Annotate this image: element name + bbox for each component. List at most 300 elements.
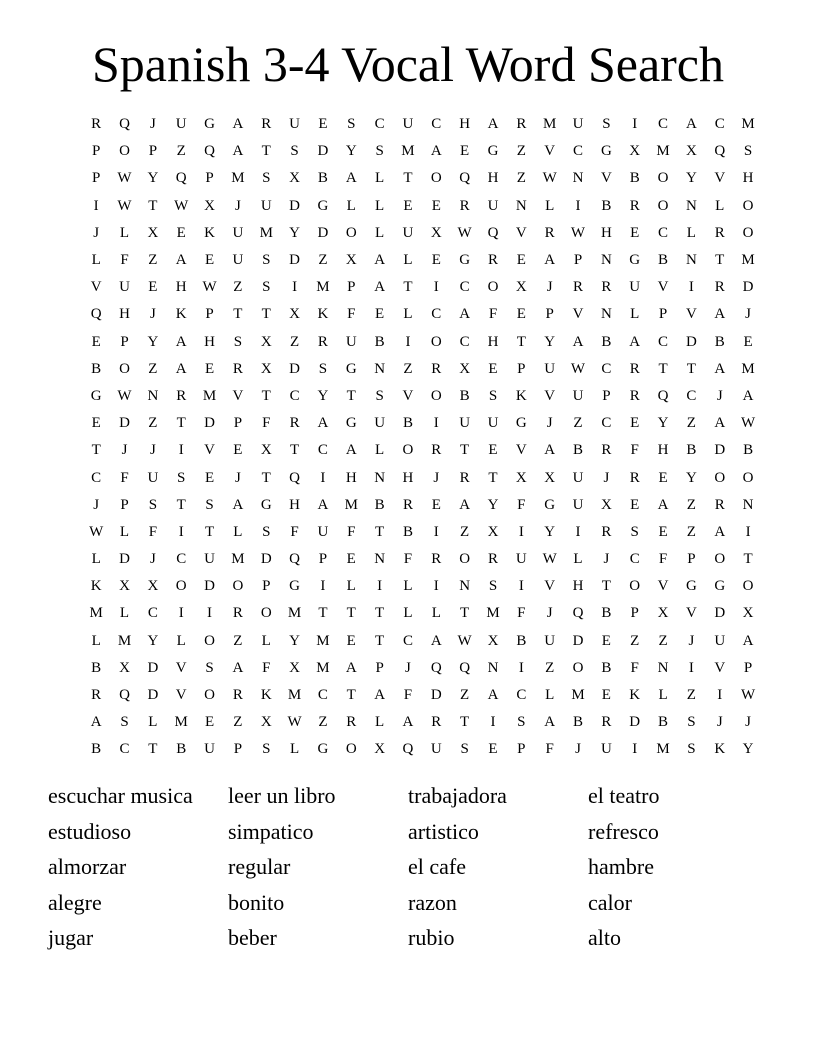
grid-letter: X: [119, 578, 130, 595]
grid-letter: O: [175, 578, 187, 595]
grid-letter: E: [488, 741, 498, 758]
grid-letter: S: [262, 279, 271, 296]
grid-letter: V: [714, 170, 726, 187]
grid-row: [82, 600, 762, 627]
grid-letter: S: [460, 741, 469, 758]
grid-letter: X: [459, 360, 471, 377]
grid-letter: D: [119, 415, 130, 432]
grid-letter: L: [545, 687, 555, 704]
grid-letter: X: [685, 143, 697, 160]
grid-letter: A: [714, 306, 726, 323]
grid-letter: C: [601, 415, 612, 432]
grid-letter: T: [148, 197, 158, 214]
grid-letter: B: [573, 714, 584, 731]
grid-letter: N: [600, 252, 612, 269]
grid-letter: P: [602, 387, 611, 404]
grid-letter: P: [517, 741, 526, 758]
grid-letter: E: [176, 224, 186, 241]
grid-letter: L: [431, 605, 441, 622]
grid-letter: M: [741, 252, 755, 269]
grid-letter: L: [91, 252, 101, 269]
grid-letter: J: [149, 306, 156, 323]
grid-letter: O: [402, 442, 414, 459]
grid-letter: T: [261, 469, 271, 486]
grid-letter: Q: [119, 116, 130, 133]
grid-letter: W: [287, 714, 302, 731]
grid-letter: X: [430, 224, 442, 241]
grid-letter: U: [232, 224, 244, 241]
grid-letter: A: [572, 333, 584, 350]
grid-letter: U: [204, 551, 215, 568]
grid-letter: B: [573, 442, 584, 459]
grid-letter: C: [714, 116, 725, 133]
grid-letter: Y: [289, 632, 300, 649]
grid-letter: P: [233, 415, 243, 432]
grid-letter: H: [742, 170, 754, 187]
grid-letter: T: [176, 496, 186, 513]
word-list-item: el teatro: [588, 783, 660, 808]
grid-letter: I: [433, 523, 439, 540]
grid-letter: N: [374, 551, 386, 568]
grid-letter: D: [430, 687, 442, 704]
grid-letter: X: [147, 578, 159, 595]
grid-letter: Z: [686, 523, 696, 540]
grid-letter: J: [234, 197, 241, 214]
grid-letter: O: [657, 170, 669, 187]
grid-letter: E: [403, 197, 413, 214]
grid-row: [82, 193, 762, 220]
grid-letter: A: [317, 496, 329, 513]
grid-letter: O: [714, 469, 726, 486]
grid-letter: W: [117, 387, 132, 404]
grid-letter: Z: [233, 279, 243, 296]
grid-letter: N: [374, 360, 386, 377]
grid-letter: V: [90, 279, 102, 296]
grid-letter: U: [147, 469, 159, 486]
grid-letter: M: [287, 605, 302, 622]
grid-letter: O: [119, 360, 130, 377]
grid-letter: L: [573, 551, 583, 568]
grid-letter: R: [629, 360, 640, 377]
grid-letter: S: [318, 360, 328, 377]
grid-letter: Q: [119, 687, 130, 704]
grid-letter: A: [544, 252, 556, 269]
grid-letter: U: [572, 116, 584, 133]
grid-letter: B: [516, 632, 527, 649]
grid-letter: S: [177, 469, 186, 486]
grid-letter: V: [544, 578, 556, 595]
grid-letter: L: [261, 632, 271, 649]
grid-letter: T: [375, 632, 385, 649]
grid-letter: Z: [686, 496, 696, 513]
grid-letter: L: [715, 197, 725, 214]
grid-letter: Z: [630, 632, 640, 649]
grid-letter: L: [289, 741, 300, 758]
grid-letter: L: [375, 714, 385, 731]
grid-letter: V: [714, 659, 726, 676]
grid-letter: D: [317, 143, 329, 160]
grid-letter: M: [231, 551, 245, 568]
grid-letter: C: [119, 741, 130, 758]
grid-letter: T: [233, 306, 243, 323]
grid-letter: N: [459, 578, 471, 595]
grid-letter: A: [374, 279, 386, 296]
grid-letter: I: [292, 279, 298, 296]
grid-letter: L: [375, 442, 385, 459]
grid-letter: O: [629, 578, 641, 595]
word-list-item: hambre: [588, 854, 654, 879]
word-list-item: simpatico: [228, 818, 314, 844]
grid-letter: T: [289, 442, 300, 459]
grid-letter: R: [459, 197, 470, 214]
grid-letter: L: [375, 170, 385, 187]
grid-letter: A: [175, 360, 187, 377]
grid-letter: X: [260, 333, 272, 350]
grid-letter: E: [743, 333, 753, 350]
word-list: [48, 780, 768, 958]
grid-letter: K: [90, 578, 102, 595]
grid-letter: X: [374, 741, 386, 758]
grid-letter: T: [403, 170, 413, 187]
grid-letter: Z: [516, 170, 526, 187]
grid-letter: B: [601, 197, 612, 214]
grid-letter: K: [629, 687, 641, 704]
grid-letter: P: [375, 659, 384, 676]
grid-letter: B: [601, 605, 612, 622]
grid-letter: T: [686, 360, 696, 377]
grid-letter: D: [260, 551, 272, 568]
grid-letter: C: [176, 551, 187, 568]
grid-row: [82, 356, 762, 383]
grid-letter: I: [178, 442, 184, 459]
grid-letter: C: [91, 469, 102, 486]
grid-letter: Y: [289, 224, 300, 241]
grid-letter: J: [716, 714, 723, 731]
grid-letter: V: [204, 442, 215, 459]
grid-letter: U: [317, 523, 329, 540]
grid-letter: Z: [686, 687, 696, 704]
grid-letter: Y: [657, 415, 669, 432]
grid-letter: J: [745, 306, 751, 323]
grid-letter: L: [630, 306, 640, 323]
grid-row: [82, 736, 762, 763]
grid-letter: T: [516, 333, 526, 350]
grid-letter: E: [204, 714, 215, 731]
grid-letter: M: [202, 387, 217, 404]
grid-letter: P: [318, 551, 328, 568]
grid-letter: M: [316, 659, 330, 676]
grid-letter: E: [204, 252, 215, 269]
grid-letter: R: [516, 116, 527, 133]
grid-letter: U: [487, 197, 499, 214]
grid-letter: S: [375, 143, 384, 160]
grid-letter: S: [743, 143, 753, 160]
grid-letter: E: [630, 415, 640, 432]
grid-letter: H: [487, 170, 499, 187]
grid-letter: M: [287, 687, 302, 704]
grid-letter: B: [601, 333, 612, 350]
grid-letter: V: [657, 279, 669, 296]
grid-letter: B: [374, 496, 385, 513]
grid-letter: G: [515, 415, 527, 432]
grid-letter: W: [202, 279, 217, 296]
grid-letter: E: [516, 306, 526, 323]
grid-letter: B: [601, 659, 612, 676]
word-list-item: jugar: [48, 925, 94, 950]
grid-letter: H: [459, 116, 471, 133]
grid-letter: O: [430, 170, 442, 187]
grid-letter: R: [431, 551, 442, 568]
grid-letter: R: [91, 687, 102, 704]
grid-letter: I: [178, 523, 184, 540]
grid-letter: Q: [90, 306, 102, 323]
grid-letter: L: [119, 605, 130, 622]
grid-letter: B: [658, 252, 669, 269]
grid-letter: Y: [147, 632, 159, 649]
grid-letter: E: [375, 306, 385, 323]
grid-letter: I: [433, 279, 439, 296]
grid-letter: S: [148, 496, 158, 513]
grid-letter: C: [431, 116, 442, 133]
grid-letter: D: [289, 252, 300, 269]
word-list-item: rubio: [408, 925, 455, 950]
grid-letter: A: [232, 143, 244, 160]
grid-letter: M: [656, 143, 670, 160]
grid-letter: I: [93, 197, 99, 214]
grid-letter: S: [262, 252, 271, 269]
grid-letter: R: [629, 197, 640, 214]
grid-letter: V: [685, 605, 697, 622]
grid-letter: D: [289, 197, 300, 214]
grid-letter: L: [91, 632, 101, 649]
word-list-item: trabajadora: [408, 783, 507, 808]
grid-letter: E: [318, 116, 328, 133]
grid-letter: L: [346, 197, 356, 214]
grid-letter: D: [119, 551, 130, 568]
grid-letter: W: [174, 197, 189, 214]
word-list-item: escuchar musica: [48, 783, 193, 808]
grid-letter: S: [602, 116, 611, 133]
grid-letter: G: [289, 578, 300, 595]
grid-letter: B: [91, 360, 102, 377]
grid-letter: W: [542, 170, 557, 187]
grid-letter: L: [403, 252, 413, 269]
grid-letter: B: [402, 415, 413, 432]
grid-letter: O: [487, 279, 499, 296]
grid-letter: E: [204, 360, 215, 377]
grid-letter: F: [517, 605, 526, 622]
grid-letter: Z: [233, 632, 243, 649]
grid-letter: K: [260, 687, 272, 704]
grid-letter: P: [658, 306, 668, 323]
grid-letter: C: [629, 551, 640, 568]
grid-letter: T: [346, 687, 356, 704]
grid-row: [82, 220, 762, 247]
grid-letter: Z: [403, 360, 413, 377]
grid-letter: H: [175, 279, 187, 296]
grid-letter: Q: [175, 170, 187, 187]
grid-letter: Q: [402, 741, 414, 758]
grid-letter: E: [148, 279, 158, 296]
grid-letter: M: [117, 632, 132, 649]
grid-letter: V: [685, 306, 697, 323]
grid-letter: E: [516, 252, 526, 269]
grid-letter: E: [346, 632, 356, 649]
grid-letter: L: [658, 687, 668, 704]
grid-letter: X: [147, 224, 159, 241]
grid-letter: J: [433, 469, 440, 486]
grid-letter: U: [402, 116, 414, 133]
grid-letter: J: [688, 632, 695, 649]
grid-letter: D: [742, 279, 754, 296]
grid-letter: J: [149, 551, 156, 568]
grid-letter: S: [262, 741, 271, 758]
grid-letter: T: [460, 605, 470, 622]
grid-letter: T: [460, 442, 470, 459]
grid-letter: V: [175, 687, 187, 704]
grid-letter: A: [232, 496, 244, 513]
grid-letter: U: [572, 469, 584, 486]
grid-letter: L: [403, 578, 413, 595]
grid-letter: T: [403, 279, 413, 296]
grid-letter: O: [204, 632, 215, 649]
grid-letter: P: [545, 306, 554, 323]
grid-letter: B: [91, 741, 102, 758]
grid-letter: T: [743, 551, 753, 568]
grid-letter: G: [317, 197, 329, 214]
grid-letter: I: [207, 605, 213, 622]
grid-letter: W: [570, 224, 586, 241]
grid-letter: G: [90, 387, 102, 404]
grid-letter: R: [346, 714, 357, 731]
grid-letter: V: [515, 224, 527, 241]
grid-row: [82, 464, 762, 491]
grid-letter: J: [546, 279, 553, 296]
grid-row: [82, 492, 762, 519]
grid-letter: B: [317, 170, 328, 187]
grid-letter: A: [714, 360, 726, 377]
grid-letter: O: [345, 224, 357, 241]
grid-letter: T: [261, 306, 271, 323]
grid-letter: F: [630, 659, 639, 676]
grid-letter: S: [262, 170, 271, 187]
grid-letter: I: [688, 659, 694, 676]
grid-letter: R: [714, 496, 725, 513]
grid-letter: A: [544, 714, 556, 731]
grid-letter: W: [117, 170, 132, 187]
grid-letter: Y: [685, 170, 697, 187]
grid-letter: I: [320, 578, 326, 595]
grid-letter: M: [344, 496, 358, 513]
grid-letter: C: [289, 387, 300, 404]
grid-letter: J: [603, 551, 610, 568]
grid-row: [82, 247, 762, 274]
grid-letter: R: [431, 714, 442, 731]
grid-letter: G: [317, 741, 329, 758]
grid-letter: I: [433, 415, 439, 432]
grid-letter: X: [345, 252, 357, 269]
grid-letter: W: [457, 632, 472, 649]
grid-letter: B: [714, 333, 725, 350]
grid-letter: L: [375, 197, 385, 214]
grid-letter: U: [515, 551, 527, 568]
word-search-grid: [82, 111, 762, 764]
grid-letter: R: [601, 714, 612, 731]
grid-letter: D: [629, 714, 641, 731]
grid-letter: O: [742, 578, 754, 595]
grid-letter: F: [545, 741, 554, 758]
grid-letter: N: [374, 469, 386, 486]
grid-letter: T: [261, 387, 271, 404]
word-list-item: estudioso: [48, 818, 132, 844]
grid-letter: P: [92, 143, 101, 160]
grid-letter: O: [742, 469, 754, 486]
grid-letter: T: [346, 387, 356, 404]
grid-letter: A: [232, 116, 244, 133]
grid-letter: J: [234, 469, 241, 486]
grid-letter: T: [176, 415, 186, 432]
grid-letter: J: [121, 442, 128, 459]
grid-letter: T: [375, 523, 385, 540]
grid-letter: R: [289, 415, 300, 432]
grid-letter: S: [262, 523, 271, 540]
grid-letter: E: [431, 252, 441, 269]
grid-letter: P: [120, 496, 129, 513]
grid-letter: C: [431, 306, 442, 323]
grid-letter: K: [714, 741, 726, 758]
grid-letter: Y: [742, 741, 754, 758]
grid-letter: C: [573, 143, 584, 160]
grid-letter: X: [600, 496, 612, 513]
grid-letter: R: [487, 551, 498, 568]
grid-letter: J: [546, 415, 553, 432]
grid-letter: W: [740, 415, 756, 432]
grid-letter: R: [601, 279, 612, 296]
grid-letter: L: [346, 578, 356, 595]
grid-letter: R: [544, 224, 555, 241]
grid-letter: D: [685, 333, 697, 350]
grid-letter: L: [119, 523, 130, 540]
grid-letter: Y: [147, 170, 159, 187]
grid-letter: X: [544, 469, 556, 486]
grid-letter: P: [743, 659, 753, 676]
word-list-item: alto: [588, 925, 621, 950]
grid-letter: A: [345, 442, 357, 459]
grid-letter: D: [147, 659, 159, 676]
grid-letter: V: [600, 170, 612, 187]
grid-letter: T: [488, 469, 498, 486]
grid-letter: P: [630, 605, 639, 622]
grid-row: [82, 709, 762, 736]
grid-letter: Z: [148, 360, 158, 377]
grid-letter: Q: [572, 605, 584, 622]
grid-letter: C: [459, 279, 470, 296]
grid-letter: T: [601, 578, 611, 595]
grid-letter: U: [572, 387, 584, 404]
grid-letter: P: [233, 741, 243, 758]
grid-letter: T: [460, 714, 470, 731]
grid-letter: M: [174, 714, 188, 731]
grid-letter: D: [147, 687, 159, 704]
grid-letter: Z: [658, 632, 668, 649]
grid-letter: Q: [459, 170, 471, 187]
grid-letter: B: [658, 714, 669, 731]
grid-letter: E: [658, 469, 668, 486]
grid-letter: T: [658, 360, 668, 377]
grid-letter: A: [317, 415, 329, 432]
grid-letter: L: [686, 224, 696, 241]
grid-letter: A: [345, 659, 357, 676]
